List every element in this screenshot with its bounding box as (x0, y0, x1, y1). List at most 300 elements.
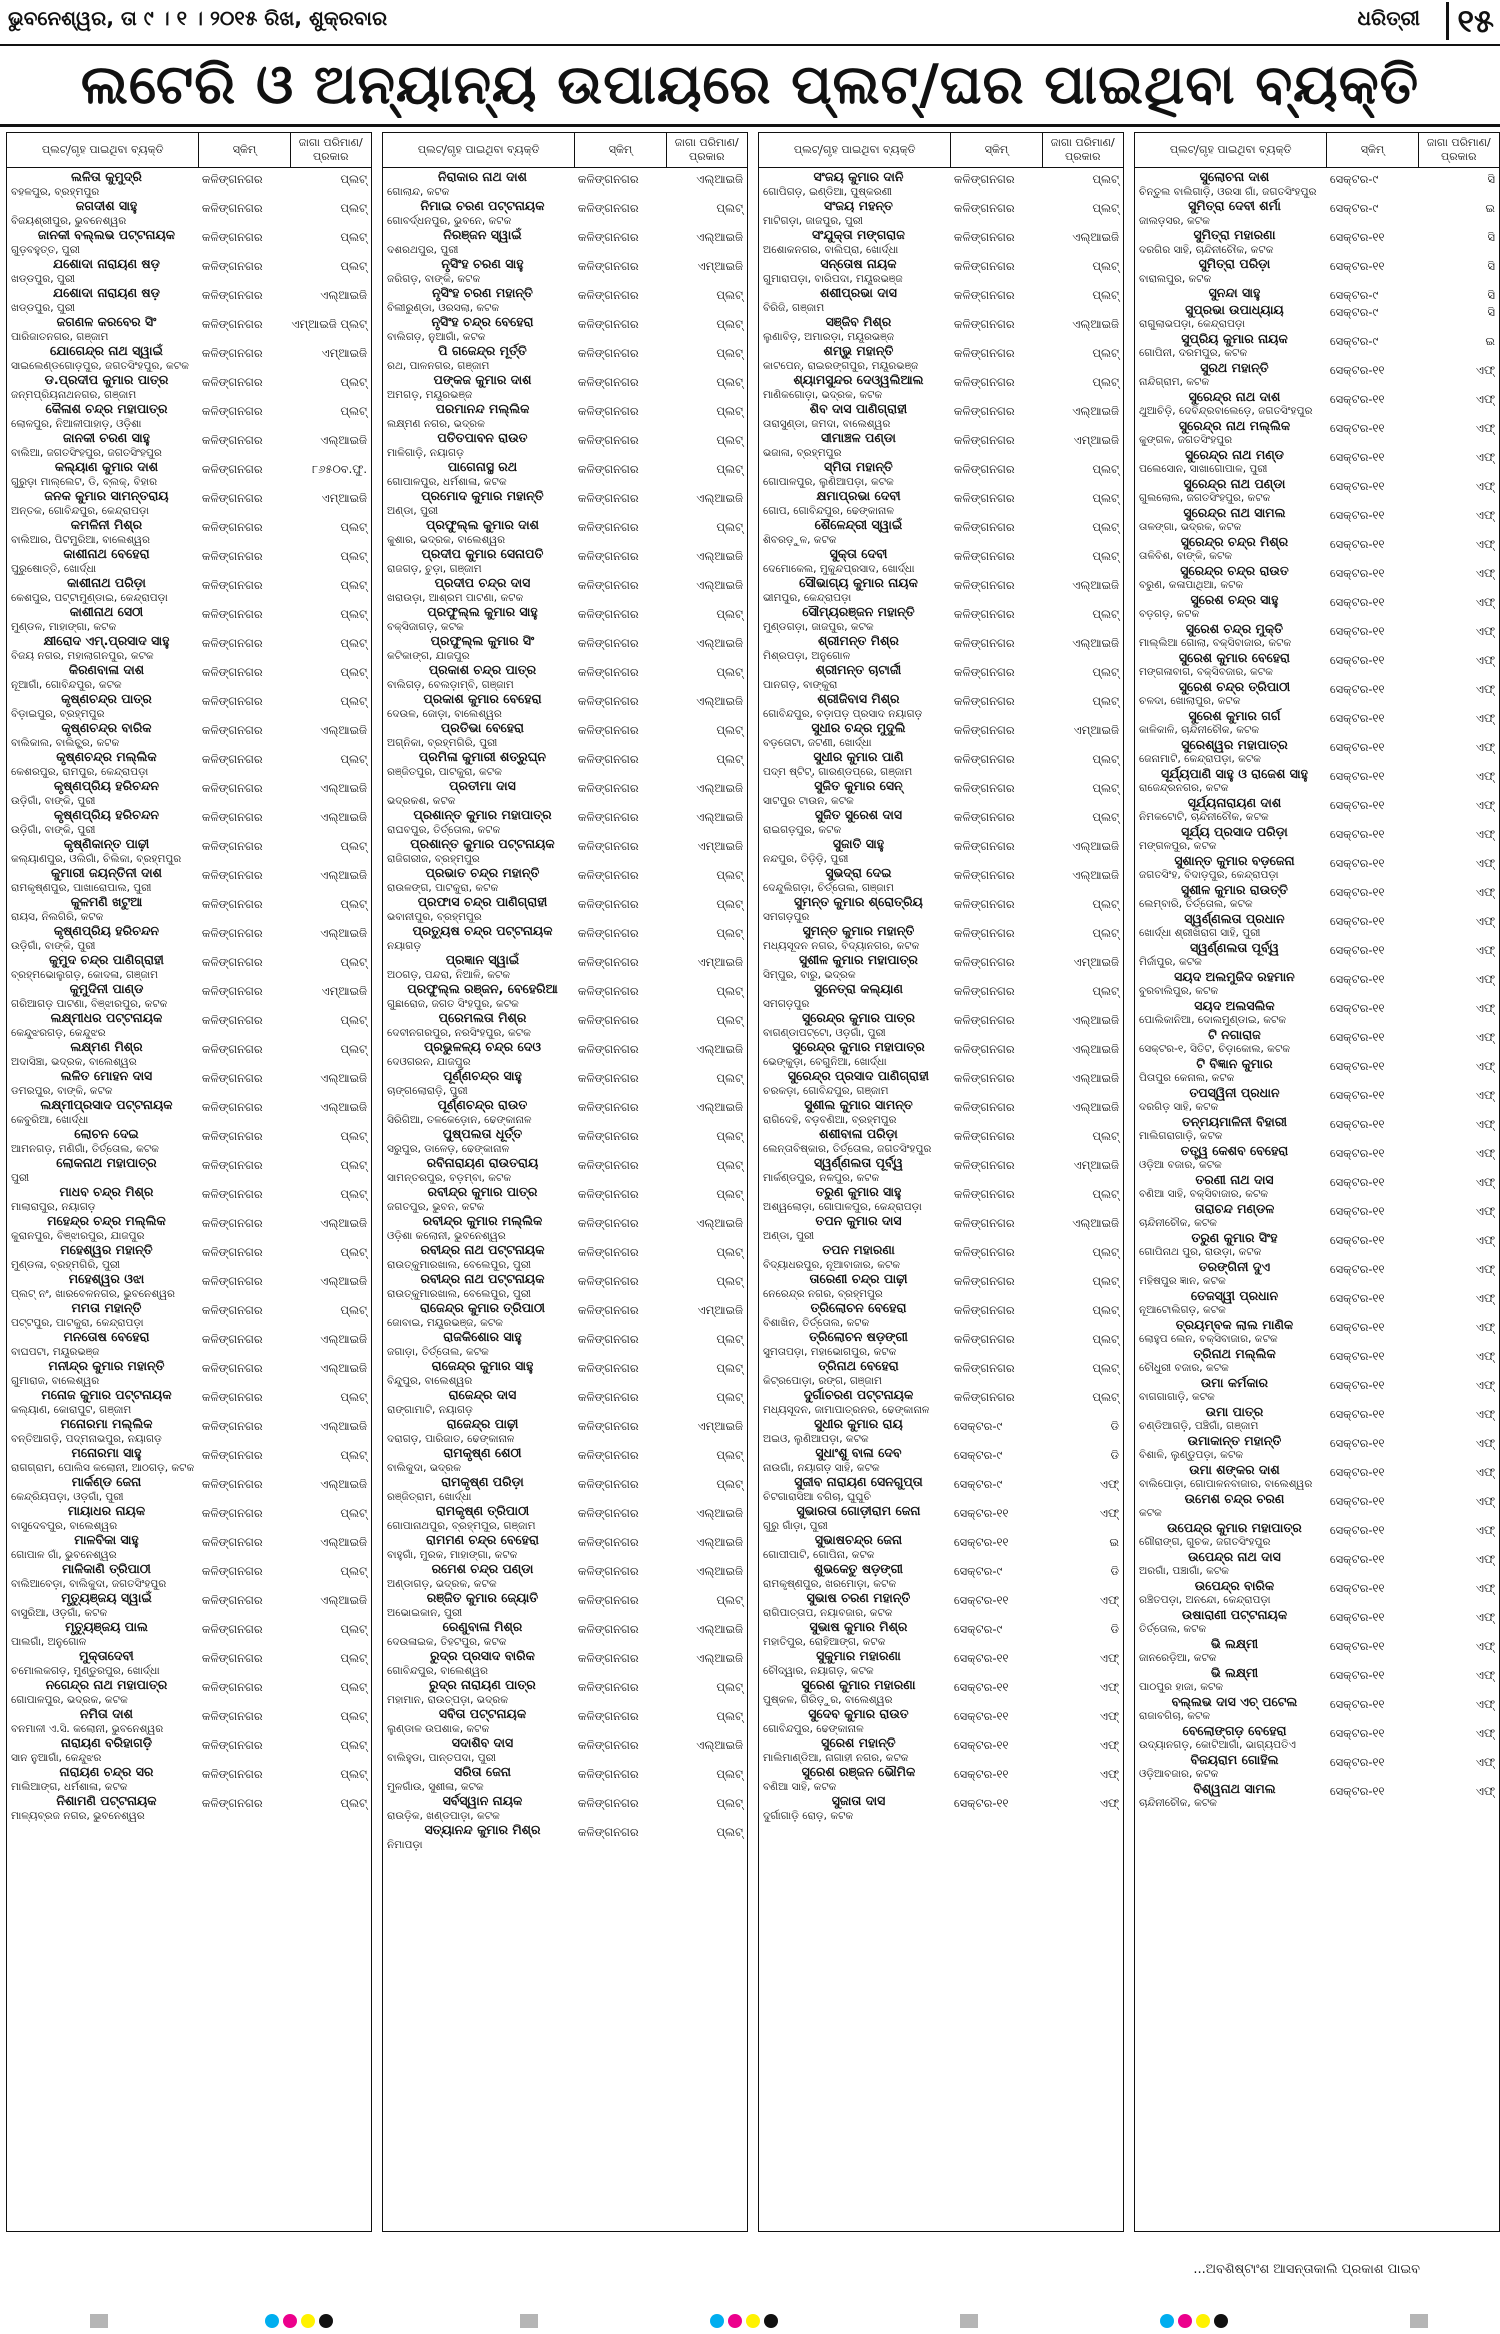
registration-square (1410, 2314, 1428, 2328)
table-row (11, 402, 367, 431)
allottee-name: ତରଙ୍ଗିନୀ ଦୁଏ (1198, 1258, 1271, 1274)
scheme-cell: କଳିଙ୍ଗନଗର (201, 491, 263, 505)
table-row (1139, 1231, 1495, 1260)
size-cell: ପ୍ଲଟ୍ (340, 636, 367, 650)
scheme-cell: କଳିଙ୍ଗନଗର (201, 1071, 263, 1085)
scheme-cell: କଳିଙ୍ଗନଗର (953, 549, 1015, 563)
scheme-cell: କଳିଙ୍ଗନଗର (577, 1477, 639, 1491)
scheme-cell: କଳିଙ୍ଗନଗର (577, 607, 639, 621)
allottee-address: ଜାଲଡ଼ସର, କଟକ (1139, 214, 1210, 227)
allottee-cell (1139, 419, 1330, 448)
allottee-name: ସୁରେନ୍ଦ୍ର କୁମାର ପାତ୍ର (801, 1010, 915, 1025)
allottee-name: ମାଳିକାଣି ତ୍ରିପାଠୀ (62, 1561, 151, 1576)
table-row (387, 1359, 743, 1388)
allottee-name: ପ୍ରଦୀପ କୁମାର ସେନାପତି (421, 546, 544, 561)
table-row (387, 460, 743, 489)
table-row (1139, 1434, 1495, 1463)
scheme-cell: କଳିଙ୍ଗନଗର (577, 172, 639, 186)
allottee-cell (11, 1156, 202, 1185)
allottee-address: ଦେବୀନଗରପୁର, ନରସିଂହପୁର, କଟକ (387, 1026, 531, 1039)
allottee-address: ବିଡ଼ାଇପୁର, ବ୍ରହ୍ମପୁର (11, 707, 105, 720)
allottee-name: ସୁଧୀର କୁମାର ରାୟ (814, 1416, 903, 1431)
allottee-cell (11, 750, 202, 779)
table-row (1139, 1260, 1495, 1289)
table-row (1139, 796, 1495, 825)
allottee-address: ବାଗଣ୍ଡାପଟ୍ଟୋ, ଓଡ଼ଗାଁ, ପୁରୀ (763, 1026, 886, 1039)
allottee-address: ମୁଳଗାଁଉ, ସୁଶୀଳା, କଟକ (387, 1780, 484, 1793)
allottee-cell (763, 547, 954, 576)
table-row (11, 547, 367, 576)
allottee-name: ସୁରେଶ୍ୱର ମହାପାତ୍ର (1181, 736, 1288, 752)
size-cell: ପ୍ଲଟ୍ (1092, 346, 1119, 360)
allottee-cell (11, 1475, 202, 1504)
table-row (387, 547, 743, 576)
allottee-cell (1139, 970, 1330, 999)
size-cell: ପ୍ଲଟ୍ (716, 1448, 743, 1462)
table-row (1139, 170, 1495, 199)
allottee-cell (11, 721, 202, 750)
table-row (763, 1707, 1119, 1736)
scheme-cell: କଳିଙ୍ଗନଗର (577, 810, 639, 824)
allottee-cell (763, 837, 954, 866)
allottee-name: ଟି ବିଜ୍ଞାନ କୁମାର (1196, 1055, 1273, 1071)
table-row (1139, 1782, 1495, 1811)
allottee-name: ସୁରେନ୍ଦ୍ର ନାଥ ମଲ୍ଲିକ (1178, 417, 1291, 433)
table-row (387, 866, 743, 895)
size-cell: ଏଲ୍‌ଆଇଜି (696, 1042, 743, 1056)
table-row (763, 576, 1119, 605)
table-row (1139, 448, 1495, 477)
table-row (11, 489, 367, 518)
allottee-name: ପତିତପାବନ ରାଉତ (437, 430, 528, 445)
table-row (11, 1446, 367, 1475)
allottee-name: କୃଷ୍ଣପ୍ରିୟ ହରିଚନ୍ଦନ (53, 923, 159, 938)
allottee-name: ସୁରେଶ କୁମାର ବେହେରା (1178, 649, 1290, 665)
allottee-name: ପୂର୍ଣ୍ଣଚନ୍ଦ୍ର ସାହୁ (443, 1068, 522, 1083)
table-row (1139, 506, 1495, 535)
allottee-name: ସଦାଶିବ ଦାସ (451, 1735, 514, 1750)
allottee-cell (11, 170, 202, 199)
scheme-cell: ସେକ୍ଟର-୧୧ (1329, 884, 1385, 899)
allottee-address: ବାହୁଗାଁ, ମୁରକ, ମାହାଙ୍ଗା, କଟକ (387, 1548, 518, 1561)
allottee-name: ପ୍ରତୀମା ଦାସ (449, 778, 516, 793)
table-row (387, 228, 743, 257)
allottee-cell (387, 1301, 578, 1330)
allottee-cell (11, 431, 202, 460)
size-cell: ଏମ୍‌ଆଇଜି (697, 259, 743, 273)
scheme-cell: ସେକ୍ଟର-୧୧ (953, 1796, 1009, 1810)
allottee-cell (11, 315, 202, 344)
allottee-cell (1139, 622, 1330, 651)
allottee-cell (763, 460, 954, 489)
size-cell: ଏଲ୍‌ଆଇଜି (320, 433, 367, 447)
scheme-cell: କଳିଙ୍ଗନଗର (577, 839, 639, 853)
allottee-cell (763, 1040, 954, 1069)
allottee-name: ଲୋଚନ ଦେଇ (74, 1126, 139, 1141)
allottee-cell (1139, 535, 1330, 564)
table-row (11, 518, 367, 547)
allottee-name: ପରମାନନ୍ଦ ମଲ୍ଲିକ (435, 401, 530, 416)
allottee-cell (763, 1417, 954, 1446)
allottee-name: ତ୍ରିଲୋଚନ ଷଡ଼ଙ୍ଗୀ (809, 1329, 908, 1344)
allottee-cell (763, 1214, 954, 1243)
allottee-address: ଅଭୋଇକାନ, ପୁରୀ (387, 1606, 463, 1619)
table-row (11, 1388, 367, 1417)
scheme-cell: କଳିଙ୍ଗନଗର (953, 578, 1015, 592)
size-cell: ଏଲ୍‌ଆଇଜି (696, 636, 743, 650)
allottee-name: ସୁମନ୍ତ କୁମାର ଶ୍ରୋତ୍ରିୟ (794, 894, 923, 909)
magenta-dot (1178, 2314, 1192, 2328)
scheme-cell: କଳିଙ୍ଗନଗର (953, 694, 1015, 708)
table-row (387, 257, 743, 286)
size-cell: ଏମ୍‌ଆଇଜି (321, 984, 367, 998)
allottee-cell (1139, 564, 1330, 593)
table-row (387, 721, 743, 750)
allottee-name: ସୁଭାଷ ଚରଣ ମହାନ୍ତି (806, 1590, 911, 1605)
allottee-name: କାଶୀନାଥ ସେଠୀ (69, 604, 144, 619)
table-row (11, 1069, 367, 1098)
allottee-cell (1139, 1521, 1330, 1550)
allottee-name: ସତ୍ୟାନନ୍ଦ କୁମାର ମିଶ୍ର (424, 1822, 541, 1837)
allottee-address: ଚାନ୍ଦିନୀଚୌକ, କଟକ (1139, 1217, 1217, 1229)
allottee-cell (1139, 1753, 1330, 1782)
allottee-name: ମନୋରମା ମଲ୍ଲିକ (60, 1416, 153, 1431)
table-row (11, 228, 367, 257)
allottee-address: ନିମକଟୋଟି, ଚାନ୍ଦିନୀଚୌକ, କଟକ (1139, 811, 1269, 823)
allottee-address: ଖରାଉଡ଼ା, ଆଶ୍ରମ ପାଟଣା, କଟକ (387, 591, 524, 604)
table-row (763, 895, 1119, 924)
allottee-name: ଯଶୋଦା ନାରାୟଣ ଷଡ଼ (53, 285, 160, 300)
table-row (387, 402, 743, 431)
size-cell: ଏଫ୍ (1475, 797, 1495, 812)
table-row (1139, 1637, 1495, 1666)
header-scheme: ସ୍କିମ୍ (199, 133, 290, 167)
size-cell: ଇ (1485, 201, 1495, 215)
allottee-cell (763, 1446, 954, 1475)
allottee-cell (387, 634, 578, 663)
size-cell: ଏମ୍‌ଆଇଜି (321, 491, 367, 505)
table-row (387, 1562, 743, 1591)
allottee-cell (763, 1533, 954, 1562)
table-row (763, 1272, 1119, 1301)
scheme-cell: ସେକ୍ଟର-୧୧ (1329, 942, 1385, 957)
top-bar (0, 0, 1500, 46)
scheme-cell: କଳିଙ୍ଗନଗର (953, 1071, 1015, 1085)
allottee-address: ରାଉତ୍କୁମାରଖାଲ, ବେଲେପୁର, ପୁରୀ (387, 1287, 532, 1300)
scheme-cell: କଳିଙ୍ଗନଗର (577, 868, 639, 882)
allottee-address: ସୁମତାପଡ଼ା, ମହାଭୋଗପୁର, କଟକ (763, 1345, 897, 1358)
scheme-cell: କଳିଙ୍ଗନଗର (577, 955, 639, 969)
allottee-address: ବରୁଣ, କଳାପାଥିଆ, କଟକ (1139, 579, 1244, 591)
allottee-name: ପ୍ରକାଶ କୁମାର ବେହେରା (423, 691, 542, 706)
allottee-address: ବାଘପଟା, ମୟୂରଭଞ୍ଜ (11, 1345, 100, 1358)
size-cell: ପ୍ଲଟ୍ (340, 1796, 367, 1810)
allottee-cell (11, 779, 202, 808)
scheme-cell: କଳିଙ୍ଗନଗର (201, 317, 263, 331)
allottee-address: କୁଶାର, ଭଦ୍ରକ, ବାଲେଶ୍ୱର (387, 533, 506, 546)
size-cell: ଏଲ୍‌ଆଇଜି (696, 1506, 743, 1520)
scheme-cell: କଳିଙ୍ଗନଗର (201, 578, 263, 592)
allottee-address: ଦରାଗଡ଼, ପାରିଜାତ, ଢେଙ୍କାନାଳ (387, 1432, 515, 1445)
scheme-cell: କଳିଙ୍ଗନଗର (577, 926, 639, 940)
size-cell: ପ୍ଲଟ୍ (340, 1738, 367, 1752)
column-2 (382, 132, 748, 2232)
size-cell: ଏଫ୍ (1475, 478, 1495, 493)
allottee-address: ଚୌଧୁରୀ ବଜାର, କଟକ (1139, 1362, 1229, 1374)
table-row (763, 1794, 1119, 1823)
scheme-cell: କଳିଙ୍ଗନଗର (201, 1158, 263, 1172)
size-cell: ଏଲ୍‌ଆଇଜି (696, 694, 743, 708)
allottee-name: କମଳିନୀ ମିଶ୍ର (70, 517, 143, 532)
header-scheme: ସ୍କିମ୍ (1327, 133, 1418, 167)
table-row (763, 1069, 1119, 1098)
scheme-cell: ସେକ୍ଟର-୧୧ (1329, 1493, 1385, 1508)
scheme-cell: କଳିଙ୍ଗନଗର (953, 462, 1015, 476)
allottee-cell (387, 1330, 578, 1359)
size-cell: ପ୍ଲଟ୍ (340, 1129, 367, 1143)
size-cell: ପ୍ଲଟ୍ (1092, 752, 1119, 766)
header-name: ପ୍ଲଟ୍/ଗୃହ ପାଇଥିବା ବ୍ୟକ୍ତି (759, 133, 951, 167)
allottee-cell (11, 1272, 202, 1301)
size-cell: ପ୍ଲଟ୍ (716, 201, 743, 215)
table-row (11, 1127, 367, 1156)
scheme-cell: କଳିଙ୍ଗନଗର (577, 433, 639, 447)
allottee-address: ନୂଆଟୋଲିଗଡ଼, କଟକ (1139, 1304, 1226, 1316)
scheme-cell: କଳିଙ୍ଗନଗର (577, 1332, 639, 1346)
size-cell: ଏଫ୍ (1475, 1145, 1495, 1160)
allottee-address: ଗୋପାଳପୁର, ଲୁଣିଆପଡ଼ା, କଟକ (763, 475, 894, 488)
allottee-address: ଅମଗଡ଼, ମୟୂରଭଞ୍ଜ (387, 388, 473, 401)
table-row (11, 1591, 367, 1620)
size-cell: ସି (1487, 172, 1495, 186)
allottee-name: ପ୍ରଭାତ ଚନ୍ଦ୍ର ମହାନ୍ତି (425, 865, 540, 880)
allottee-cell (1139, 796, 1330, 825)
allottee-address: ରାଇଗଡ଼ପୁର, କଟକ (763, 823, 842, 836)
scheme-cell: କଳିଙ୍ଗନଗର (201, 1013, 263, 1027)
size-cell: ଏଲ୍‌ଆଇଜି (696, 1564, 743, 1578)
allottee-name: ତରୁଣ କୁମାର ସିଂହ (1191, 1229, 1278, 1245)
allottee-address: ରାମକୃଷ୍ଣପୁର, ପାଖାରୋପାଲ, ପୁରୀ (11, 881, 152, 894)
allottee-name: ଶ୍ରୀମନ୍ତ ମିଶ୍ର (818, 633, 899, 648)
size-cell: ଏମ୍‌ଆଇଜି (1073, 1158, 1119, 1172)
size-cell: ଏଫ୍ (1475, 565, 1495, 580)
size-cell: ଏଫ୍ (1475, 1551, 1495, 1566)
size-cell: ଏଫ୍ (1475, 623, 1495, 638)
table-row (11, 982, 367, 1011)
allottee-name: ରାମକୃଷ୍ଣ ତ୍ରିପାଠୀ (435, 1503, 530, 1518)
allottee-name: ସବିତା ପଟ୍ଟନାୟକ (438, 1706, 527, 1721)
allottee-address: ଜନ୍ମପ୍ରିୟନାଥନଗର, ଗଞ୍ଜାମ (11, 388, 137, 401)
table-row (387, 1388, 743, 1417)
table-row (11, 634, 367, 663)
allottee-cell (387, 1069, 578, 1098)
table-row (11, 692, 367, 721)
table-row (763, 692, 1119, 721)
scheme-cell: ସେକ୍ଟର-୧୧ (1329, 230, 1385, 244)
allottee-name: ତ୍ରିନାଥ ବେହେରା (818, 1358, 899, 1373)
allottee-name: ସୁଭଦ୍ରା ଦେଇ (825, 865, 892, 880)
table-row (11, 1301, 367, 1330)
scheme-cell: କଳିଙ୍ଗନଗର (577, 1129, 639, 1143)
allottee-cell (387, 1678, 578, 1707)
scheme-cell: କଳିଙ୍ଗନଗର (577, 1187, 639, 1201)
scheme-cell: କଳିଙ୍ଗନଗର (577, 578, 639, 592)
allottee-cell (11, 1214, 202, 1243)
table-row (763, 1243, 1119, 1272)
size-cell: ଏଫ୍ (1475, 1377, 1495, 1392)
allottee-address: କିଟ୍ରପୋଡ଼ା, ରଙ୍ଗ, ଗଞ୍ଜାମ (763, 1374, 882, 1387)
scheme-cell: କଳିଙ୍ଗନଗର (201, 1651, 263, 1665)
allottee-cell (387, 286, 578, 315)
allottee-address: ବିଲୀରୁଣ୍ଡା, ଓରସଲା, କଟକ (387, 301, 500, 314)
header-name: ପ୍ଲଟ୍/ଗୃହ ପାଇଥିବା ବ୍ୟକ୍ତି (1135, 133, 1327, 167)
allottee-address: ଗୋପାଳ ଗାଁ, ଭୁବନେଶ୍ୱର (11, 1548, 117, 1561)
size-cell: ପ୍ଲଟ୍ (716, 984, 743, 998)
scheme-cell: କଳିଙ୍ଗନଗର (201, 404, 263, 418)
allottee-name: ସୁଶାନ୍ତ କୁମାର ବଡ଼ଜେନା (1174, 852, 1295, 868)
scheme-cell: କଳିଙ୍ଗନଗର (201, 1738, 263, 1752)
allottee-address: ନାଉଗାଁ, ନୟାଗଡ଼ ସାହି, କଟକ (763, 1461, 880, 1474)
allottee-name: ପ୍ରମିଳା କୁମାରୀ ଶତ୍ରୁଘ୍ନ (418, 749, 547, 764)
allottee-name: ରାଜେନ୍ଦ୍ର ଦାସ (448, 1387, 517, 1402)
allottee-name: ରଞ୍ଜିତ କୁମାର ଜ୍ୟୋତି (426, 1590, 539, 1605)
allottee-cell (1139, 170, 1330, 199)
allottee-name: ପ୍ରମୋଦ କୁମାର ମହାନ୍ତି (421, 488, 544, 503)
allottee-address: ସିମ୍ପୁର, ବାରୁ, ଭଦ୍ରକ (763, 968, 856, 981)
allottee-cell (1139, 1637, 1330, 1666)
scheme-cell: କଳିଙ୍ଗନଗର (953, 955, 1015, 969)
allottee-name: ଜାନକୀ ଚରଣ ସାହୁ (63, 430, 150, 445)
header-scheme: ସ୍କିମ୍ (575, 133, 666, 167)
size-cell: ଏଲ୍‌ଆଇଜି (1072, 1042, 1119, 1056)
allottee-address: ଦରଗିର ସାହି, ଚାନ୍ଦିନୀଚୌକ, କଟକ (1139, 243, 1274, 256)
scheme-cell: କଳିଙ୍ଗନଗର (577, 1448, 639, 1462)
size-cell: ପ୍ଲଟ୍ (340, 172, 367, 186)
allottee-address: ପୁରୁଷୋତ୍ତି, ଖୋର୍ଦ୍ଧା (11, 562, 97, 575)
allottee-address: ଉଡ଼ିଗାଁ, ବାଙ୍କି, ପୁରୀ (11, 794, 96, 807)
scheme-cell: ସେକ୍ଟର-୧୧ (1329, 1174, 1385, 1189)
size-cell: ପ୍ଲଟ୍ (716, 665, 743, 679)
scheme-cell: କଳିଙ୍ଗନଗର (577, 520, 639, 534)
table-row (763, 1446, 1119, 1475)
allottee-cell (387, 1127, 578, 1156)
allottee-name: ସୁରେନ୍ଦ୍ର ନାଥ ସାମଲ (1183, 504, 1286, 520)
allottee-name: ଶମ୍ଭୁ ମହାନ୍ତି (823, 343, 894, 358)
allottee-cell (11, 1011, 202, 1040)
allottee-cell (1139, 1115, 1330, 1144)
allottee-address: ଭଜାଳା, ବ୍ରହ୍ମପୁର (763, 446, 842, 459)
allottee-address: ବିଦ୍ୟାଧରପୁର, ନୂଆବାଜାର, କଟକ (763, 1258, 901, 1271)
allottee-cell (763, 286, 954, 315)
scheme-cell: ସେକ୍ଟର-୧୧ (1329, 259, 1385, 273)
allottee-address: କଲ୍ୟାଣ, କୋରାପୁଟ, ଗଞ୍ଜାମ (11, 1403, 132, 1416)
table-row (763, 605, 1119, 634)
size-cell: ଏମ୍‌ଆଇଜି (321, 346, 367, 360)
allottee-address: ଗୋପିନାଥ ପୁର, ରାଉଡ଼ା, କଟକ (1139, 1246, 1262, 1258)
size-cell: ଏଲ୍‌ଆଇଜି (320, 1100, 367, 1114)
size-cell: ପ୍ଲଟ୍ (340, 201, 367, 215)
allottee-address: ଗୋପାଳପୁର, ଧର୍ମଶାଳା, କଟକ (387, 475, 507, 488)
allottee-address: ମାଲ୍ଲିଆ ଗୋଲା, ବକ୍ସିବାଜାର, କଟକ (1139, 637, 1292, 649)
allottee-name: ସୁକୁମାର ମହାରଣା (816, 1648, 901, 1663)
allottee-name: କୃଷ୍ଣଚନ୍ଦ୍ର ପାତ୍ର (61, 691, 152, 706)
scheme-cell: ସେକ୍ଟର-୧୧ (1329, 362, 1385, 377)
table-row (1139, 1115, 1495, 1144)
table-row (763, 489, 1119, 518)
allottee-name: ମୃତ୍ୟୁଞ୍ଜୟ ସ୍ୱାଇଁ (61, 1590, 152, 1605)
allottee-cell (387, 1475, 578, 1504)
allottee-address: ମାଲିଆଙ୍ଗ, ଧର୍ମଶାଳା, କଟକ (11, 1780, 128, 1793)
table-row (387, 750, 743, 779)
allottee-name: ସୁମିତ୍ରା ଦେବୀ ଶର୍ମା (1188, 198, 1281, 213)
scheme-cell: କଳିଙ୍ଗନଗର (577, 1071, 639, 1085)
size-cell: ପ୍ଲଟ୍ (1092, 1332, 1119, 1346)
size-cell: ଇ (1485, 333, 1495, 348)
table-row (387, 1156, 743, 1185)
table-row (387, 1678, 743, 1707)
size-cell: ପ୍ଲଟ୍ (340, 1564, 367, 1578)
scheme-cell: ସେକ୍ଟର-୯ (953, 1622, 1003, 1636)
table-row (11, 344, 367, 373)
allottee-name: ପ୍ରଫାସ ଚନ୍ଦ୍ର ପାଣିଗ୍ରାହୀ (417, 894, 548, 909)
header-name: ପ୍ଲଟ୍/ଗୃହ ପାଇଥିବା ବ୍ୟକ୍ତି (7, 133, 199, 167)
allottee-cell (387, 1533, 578, 1562)
allottee-cell (387, 1185, 578, 1214)
scheme-cell: କଳିଙ୍ଗନଗର (577, 230, 639, 244)
allottee-address: ବ୍ରହ୍ମଭୋଲୁଗଡ଼, କୋଦଳା, ଗଞ୍ଜାମ (11, 968, 159, 981)
allottee-cell (387, 1417, 578, 1446)
yellow-dot (301, 2314, 315, 2328)
allottee-cell (11, 1359, 202, 1388)
table-row (763, 663, 1119, 692)
allottee-cell (1139, 1086, 1330, 1115)
table-row (1139, 477, 1495, 506)
allottee-address: ନାନ୍ଦିଗ୍ରାମ, କଟକ (1139, 376, 1210, 388)
allottee-address: ତାଳଙ୍ଗା, ଭଦ୍ରକ, କଟକ (1139, 521, 1242, 533)
size-cell: ଏଲ୍‌ଆଇଜି (320, 926, 367, 940)
allottee-name: ସୁନେତ୍ରା କଲ୍ୟାଣ (813, 981, 903, 996)
table-row (1139, 912, 1495, 941)
allottee-name: ସୂର୍ଯ୍ୟ ପ୍ରସାଦ ପରିଡ଼ା (1181, 823, 1288, 839)
allottee-cell (11, 924, 202, 953)
allottee-cell (11, 373, 202, 402)
table-row (11, 1765, 367, 1794)
allottee-name: କିରଣବାଳା ଦାଶ (68, 662, 145, 677)
size-cell: ଏଫ୍ (1475, 739, 1495, 754)
size-cell: ପ୍ଲଟ୍ (1092, 897, 1119, 911)
allottee-address: ଉଡ଼ିଗାଁ, ବାଙ୍କି, ପୁରୀ (11, 939, 96, 952)
allottee-address: ବୁରବାଲିପୁର, କଟକ (1139, 985, 1219, 997)
allottee-address: ରାଜଗଡ଼, ଚୁଡ଼ା, ଗଞ୍ଜାମ (387, 562, 482, 575)
allottee-cell (11, 402, 202, 431)
allottee-address: ମଧ୍ୟସୂଦନ ନଗର, ବିଦ୍ୟାନଗର, କଟକ (763, 939, 920, 952)
table-row (11, 199, 367, 228)
size-cell: ଏଫ୍ (1475, 1493, 1495, 1508)
allottee-address: ଓଡ଼ିଆ ବଜାର, କଟକ (1139, 1159, 1222, 1171)
size-cell: ଏଫ୍ (1475, 1580, 1495, 1595)
allottee-address: ଗୁମାରାଜ, ବାଲେଶ୍ୱର (11, 1374, 100, 1387)
allottee-address: ଓଡ଼ିଆବଜାର, କଟକ (1139, 1768, 1219, 1780)
table-row (763, 1678, 1119, 1707)
size-cell: ପ୍ଲଟ୍ (716, 1709, 743, 1723)
allottee-address: ଗୋବିନ୍ଦପୁର, ବାଲେଶ୍ୱର (387, 1664, 488, 1677)
scheme-cell: ସେକ୍ଟର-୧୧ (1329, 623, 1385, 638)
allottee-name: କୁମୁଦିନୀ ପାଣ୍ଡ (69, 981, 144, 996)
allottee-name: ନିରଞ୍ଜନ ସ୍ୱାଇଁ (443, 227, 522, 242)
allottee-name: ଭି ଲକ୍ଷ୍ମୀ (1210, 1664, 1259, 1680)
size-cell: ଏଫ୍ (1475, 1087, 1495, 1102)
scheme-cell: କଳିଙ୍ଗନଗର (953, 1361, 1015, 1375)
